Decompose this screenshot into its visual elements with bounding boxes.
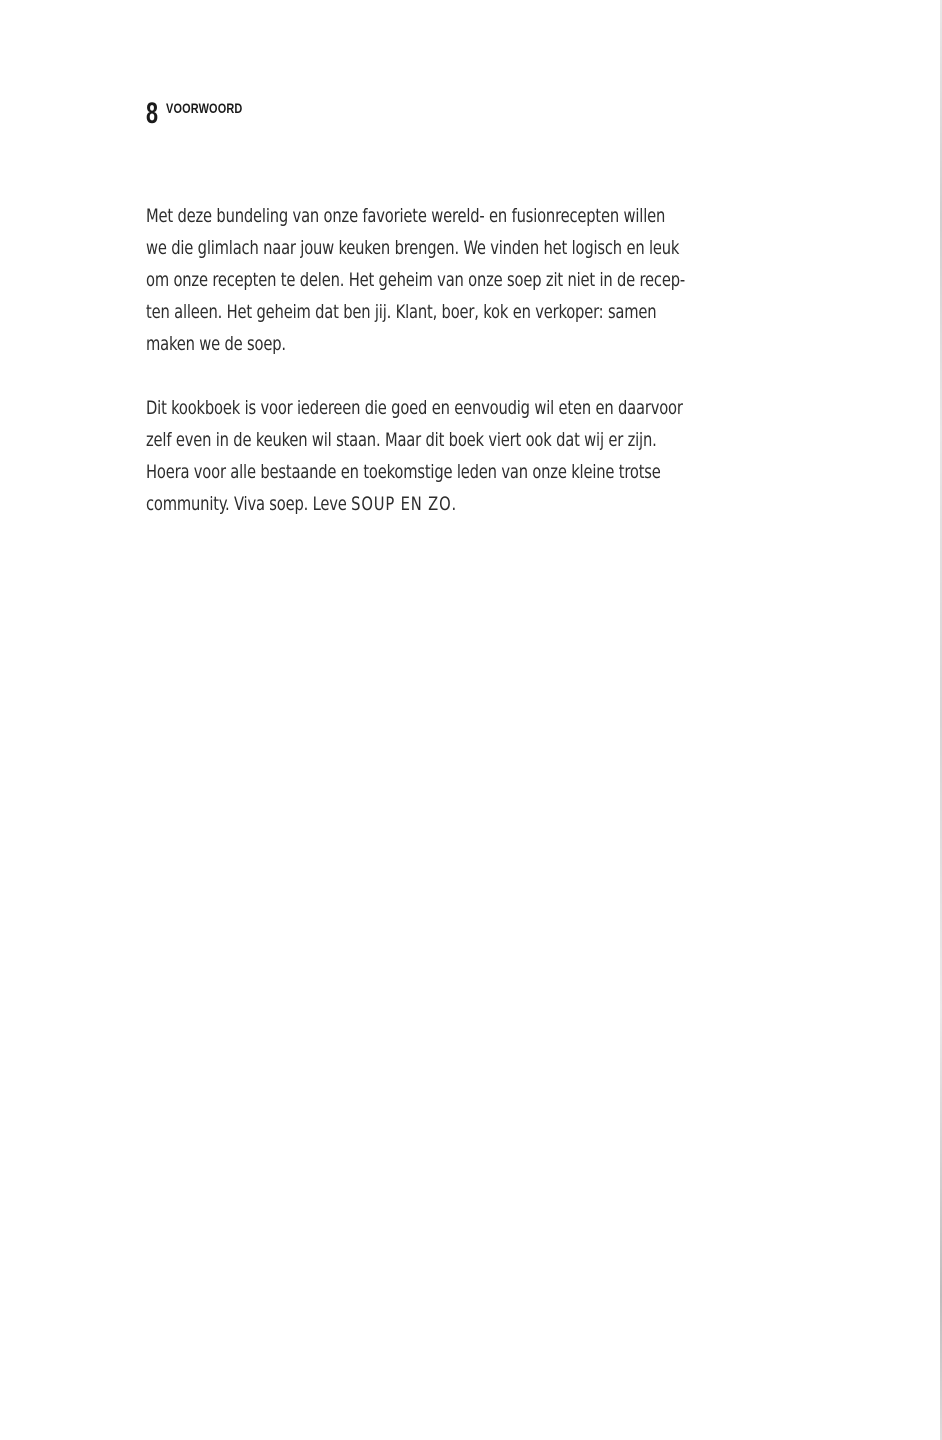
page-header xyxy=(146,97,264,130)
text-line: maken we de soep. xyxy=(146,333,286,355)
text-line: Hoera voor alle bestaande en toekomstige leden van onze kleine trotse xyxy=(146,461,661,483)
text-line: we die glimlach naar jouw keuken brengen. We vinden het logisch en leuk xyxy=(146,237,680,259)
brand-name: SOUP EN ZO xyxy=(351,493,452,515)
text-line: Dit kookboek is voor iedereen die goed en eenvoudig wil eten en daarvoor xyxy=(146,397,683,419)
paragraph-2 xyxy=(146,392,786,520)
text-line: zelf even in de keuken wil staan. Maar dit boek viert ook dat wij er zijn. xyxy=(146,429,657,451)
text-fragment: . xyxy=(451,493,457,515)
page-number: 8 xyxy=(146,97,159,130)
paragraph-1 xyxy=(146,200,786,360)
text-fragment: community. Viva soep. Leve xyxy=(146,493,352,515)
text-line: Met deze bundeling van onze favoriete wereld- en fusionrecepten willen xyxy=(146,205,666,227)
text-line-last xyxy=(146,488,696,520)
text-line: ten alleen. Het geheim dat ben jij. Klant, boer, kok en verkoper: samen xyxy=(146,301,657,323)
text-line: om onze recepten te delen. Het geheim van onze soep zit niet in de recep- xyxy=(146,269,686,291)
section-title: VOORWOORD xyxy=(166,100,243,116)
